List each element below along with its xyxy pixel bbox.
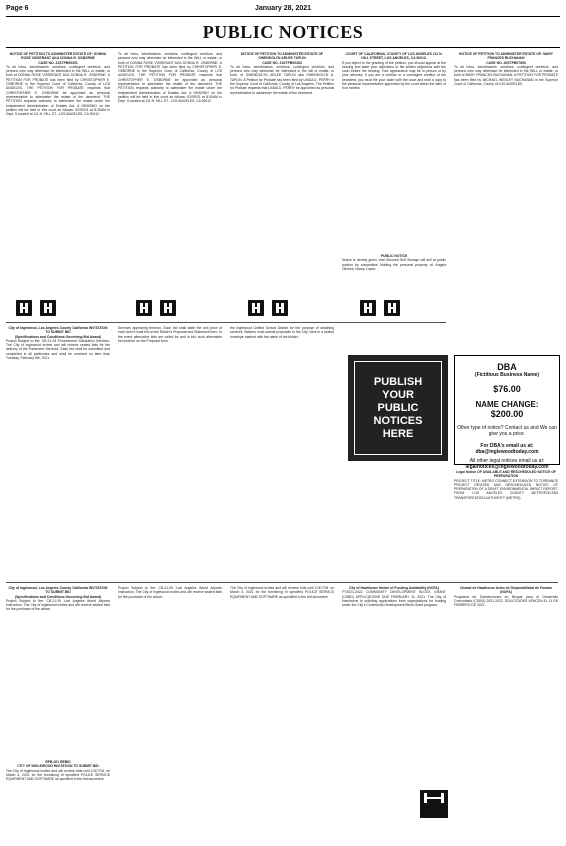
- notice-title: City of Inglewood, Los Angeles County California INVITATION TO SUBMIT BID: [8, 586, 108, 595]
- notice-title: NOTICE OF PETITION TO ADMINISTER ESTATE OF GWENDOLYN ARLEE TAPLIN: [240, 52, 323, 61]
- notice-body: If you object to the granting of the petition, you should appear at the hearing and state your objections or file written objections with the court before the hearing. Your appearance may be in person or by your attorney. If you are a creditor or a contingent creditor of the decedent, you must file your claim with the court and mail a copy to the personal representative appointed by the court within the later of four months.: [342, 60, 446, 91]
- ad-frame: [354, 361, 442, 455]
- notice-title: NOTICE OF PETITION TO ADMINISTER ESTATE OF: DONNA ROSE VISSERANT AKA DONNA R. OSBORNE: [9, 52, 107, 61]
- newspaper-logo-icon: [272, 300, 288, 316]
- newspaper-logo-icon: [420, 790, 448, 818]
- legal-email[interactable]: legalnotices@inglewoodtoday.com: [465, 464, 549, 470]
- newspaper-logo-icon: [248, 300, 264, 316]
- notice-case-number: CASE NO. 21STPB00391: [38, 60, 78, 65]
- dba-subtitle: (Fictitious Business Name): [474, 372, 540, 378]
- notice-public-auction: [342, 254, 446, 350]
- name-change-price: $200.00: [490, 409, 524, 419]
- notice-body: Project Subject to the: CB-21-05 Lost Angeles World Airports Instruction. The City of Inglewood invites and will receive sealed bids for the purchase of the above.: [118, 586, 222, 599]
- notice-body: To all heirs, beneficiaries, creditors, contingent creditors, and persons who may otherwise be interested in the WILL or estate, or both of DONNA ROSE VISSERANT AKA DONNA R. OSBORNE. A PETITION FOR PROBATE has been filed by CHRISTOPHER E. OSBORNE in the Superior Court of California, County of LOS ANGELES. THE PETITION FOR PROBATE requests that CHRISTOPHER E. OSBORNE be appointed as personal representative to administer the estate of the decedent. THE PETITION requests authority to administer the estate under the Independent Administration of Estates Act. A HEARING on the petition will be held in this court as follows: 02/09/21 at 8:30AM in Dept. 5 located at 111 N. HILL ST., LOS ANGELES, CA 90012.: [6, 64, 110, 117]
- notice-taplin: [230, 52, 334, 292]
- notice-inglewood-bid-1: [6, 326, 110, 576]
- legal-email-label: All other legal notices email us at:: [469, 458, 545, 464]
- ad-line: NOTICES: [373, 415, 423, 427]
- notice-body: Notice is hereby given, that Secured Self Storage will sell at public auction by competitive bidding the personal property of: Angela Oliveira, Nancy Lopez.: [342, 258, 446, 271]
- notice-title: COURT OF CALIFORNIA, COUNTY OF LOS ANGELES 111 N. HILL STREET, LOS ANGELES, CA 90012.: [345, 52, 443, 61]
- newspaper-logo-icon: [136, 300, 152, 316]
- notice-hawthorne-nofa-es: [454, 586, 558, 840]
- name-change-label: NAME CHANGE:: [475, 400, 539, 409]
- other-notice-text: Other type of notice? Contact us and We can give you a price.: [457, 425, 557, 437]
- notice-body: To all heirs, beneficiaries, creditors, contingent creditors, and persons who may otherwise be interested in the WILL or estate, or both of MARY FRANCES BUCHANAN. A PETITION FOR PROBATE has been filed by MICHAEL WESLEY BUCHANAN in the Superior Court of California, County of LOS ANGELES.: [454, 64, 558, 87]
- dba-price: $76.00: [493, 384, 521, 394]
- notice-visserant: [6, 52, 110, 292]
- notice-continued-1: [118, 52, 222, 292]
- notice-subtitle: (Specifications and Conditions Governing Bid Award): [14, 334, 102, 339]
- notice-body: The City of Inglewood invites and will receive bids until 2:00 P.M. on March 4, 2021 for the furnishing of specified POLICE SERVICE EQUIPMENT AND SOFTWARE as specified in the bid document.: [6, 768, 110, 782]
- notice-case-number: CASE NO. 20STPB07653: [486, 60, 526, 65]
- notice-body: Programa de Subvenciones en Bloque para el Desarrollo Comunitario (CDBG) 2021-2022. SOLICITUDES VENCEN EL 11 DE FEBRERO DE 2021.: [454, 594, 558, 608]
- notice-body: Services appearing thereon. Each bid shall state the unit price of each item it shall bid on the Bidder's Proposal and Statement form. In the event alternative bids are called for and in bid, such alternative bid shall be on the Proposal form.: [118, 326, 222, 343]
- notice-inglewood-bid-2-cont: [118, 586, 222, 840]
- page-number: Page 6: [6, 5, 29, 12]
- dba-email-label: For DBA's email us at:: [480, 443, 534, 449]
- notice-case-number: CASE NO. 21STPB00284: [262, 60, 302, 65]
- notice-inglewood-bid-2-cont2: [230, 586, 334, 840]
- notice-title: PUBLIC NOTICE: [380, 254, 408, 258]
- notice-body: Project Subject to the: CB-21-05 Lost Angeles World Airports Instruction. The City of Inglewood invites and will receive sealed bids for the purchase of the above.: [6, 598, 110, 612]
- notice-title: City of Hawthorne Notice of Funding Availability (NOFA): [349, 586, 439, 590]
- newspaper-logo-icon: [40, 300, 56, 316]
- newspaper-logo-icon: [160, 300, 176, 316]
- ad-line: PUBLISH: [373, 376, 423, 388]
- notice-body: PROJECT TITLE: METRO CONNECT EXTENSION TO TORRANCE PROJECT REVISED AND RESCHEDULED NOTICE OF PREPARATION OF A DRAFT ENVIRONMENTAL IMPACT REPORT. FROM: LOS ANGELES COUNTY METROPOLITAN TRANSPORTATION AUTHORITY (METRO).: [454, 478, 558, 500]
- notice-subtitle: (Specifications and Conditions Governing Bid Award): [14, 594, 102, 599]
- dba-email[interactable]: dba@inglewoodtoday.com: [475, 449, 539, 455]
- issue-date: January 28, 2021: [254, 5, 312, 12]
- notice-body: FY2021-2022 COMMUNITY DEVELOPMENT BLOCK GRANT (CDBG) APPLICATIONS DUE FEBRUARY 11, 2021. The City of Hawthorne is soliciting applications from organizations for funding under the City's Community Development Block Grant program.: [342, 590, 446, 608]
- ad-line: YOUR: [382, 389, 414, 401]
- notice-inglewood-bid-2: [6, 586, 110, 756]
- publish-notices-ad: [348, 355, 448, 461]
- notice-inglewood-bid-1-cont2: [230, 326, 334, 576]
- notice-body: The City of Inglewood invites and will receive bids until 2:00 P.M. on March 4, 2021 for the furnishing of specified POLICE SERVICE EQUIPMENT AND SOFTWARE as specified in the bid document.: [230, 586, 334, 599]
- ad-line: HERE: [382, 428, 414, 440]
- notice-title: City of Inglewood, Los Angeles County California INVITATION TO SUBMIT BID: [8, 326, 108, 335]
- notice-title: NOTICE OF PETITION TO ADMINISTER ESTATE OF: MARY FRANCES BUCHANAN: [459, 52, 553, 61]
- divider: [6, 582, 558, 583]
- notice-subtitle: CITY OF INGLEWOOD INVITATION TO SUBMIT BID: [17, 764, 99, 769]
- ad-line: PUBLIC: [377, 402, 419, 414]
- dba-title: DBA: [497, 362, 517, 372]
- notice-body: the Inglewood Unified School District for the purpose of obtaining services. Bidders must submit proposals to the City Clerk in a sealed envelope marked with the name of the bidder.: [230, 326, 334, 339]
- notice-metro-torrance: [454, 470, 558, 580]
- ad-text: [355, 362, 441, 441]
- notice-title: RFB-001 REBID: [45, 760, 71, 764]
- dba-price-ad: [454, 355, 560, 470]
- notice-buchanan: [454, 52, 558, 292]
- notice-title: Legal Notice OF AVAILABLE AND RESCHEDULED NOTICE OF PREPARATION: [456, 470, 556, 479]
- notice-title: Ciudad de Hawthorne Aviso de Disponibilidad de Fondos (NOFA): [459, 586, 553, 595]
- notice-body: To all heirs, beneficiaries, creditors, contingent creditors, and persons who may otherwise be interested in the will or estate, or both, of GWENDOLYN ARLEE TAPLIN aka GWENDOLYN A. TAPLIN. A Petition for Probate has been filed by LINDA D. PERRY in the Superior Court of California, County of Los Angeles. The Petition for Probate requests that LINDA D. PERRY be appointed as personal representative to administer the estate of the decedent.: [230, 64, 334, 95]
- notice-inglewood-bid-1-cont: [118, 326, 222, 576]
- newspaper-logo-icon: [16, 300, 32, 316]
- notice-rfb-001: [6, 760, 110, 840]
- notice-body: Project Subject to the: CB-21-04 Procurement Solicitation Services. The City of Inglewood invites and will receive sealed bids for the delivery of the Pavement Services. Each bid shall be submitted and completed in all particulars and shall be received no later than Tuesday, February 9th, 2021.: [6, 338, 110, 361]
- notice-body: To all heirs, beneficiaries, creditors, contingent creditors, and persons who may otherwise be interested in the WILL or estate, or both of DONNA ROSE VISSERANT AKA DONNA R. OSBORNE. A PETITION FOR PROBATE has been filed by CHRISTOPHER E. OSBORNE in the Superior Court of California, County of LOS ANGELES. THE PETITION FOR PROBATE requests that CHRISTOPHER E. OSBORNE be appointed as personal representative to administer the estate of the decedent. THE PETITION requests authority to administer the estate under the Independent Administration of Estates Act. A HEARING on the petition will be held in this court as follows: 02/09/21 at 8:30AM in Dept. 5 located at 111 N. HILL ST., LOS ANGELES, CA 90012.: [118, 52, 222, 104]
- section-banner: PUBLIC NOTICES: [6, 16, 560, 48]
